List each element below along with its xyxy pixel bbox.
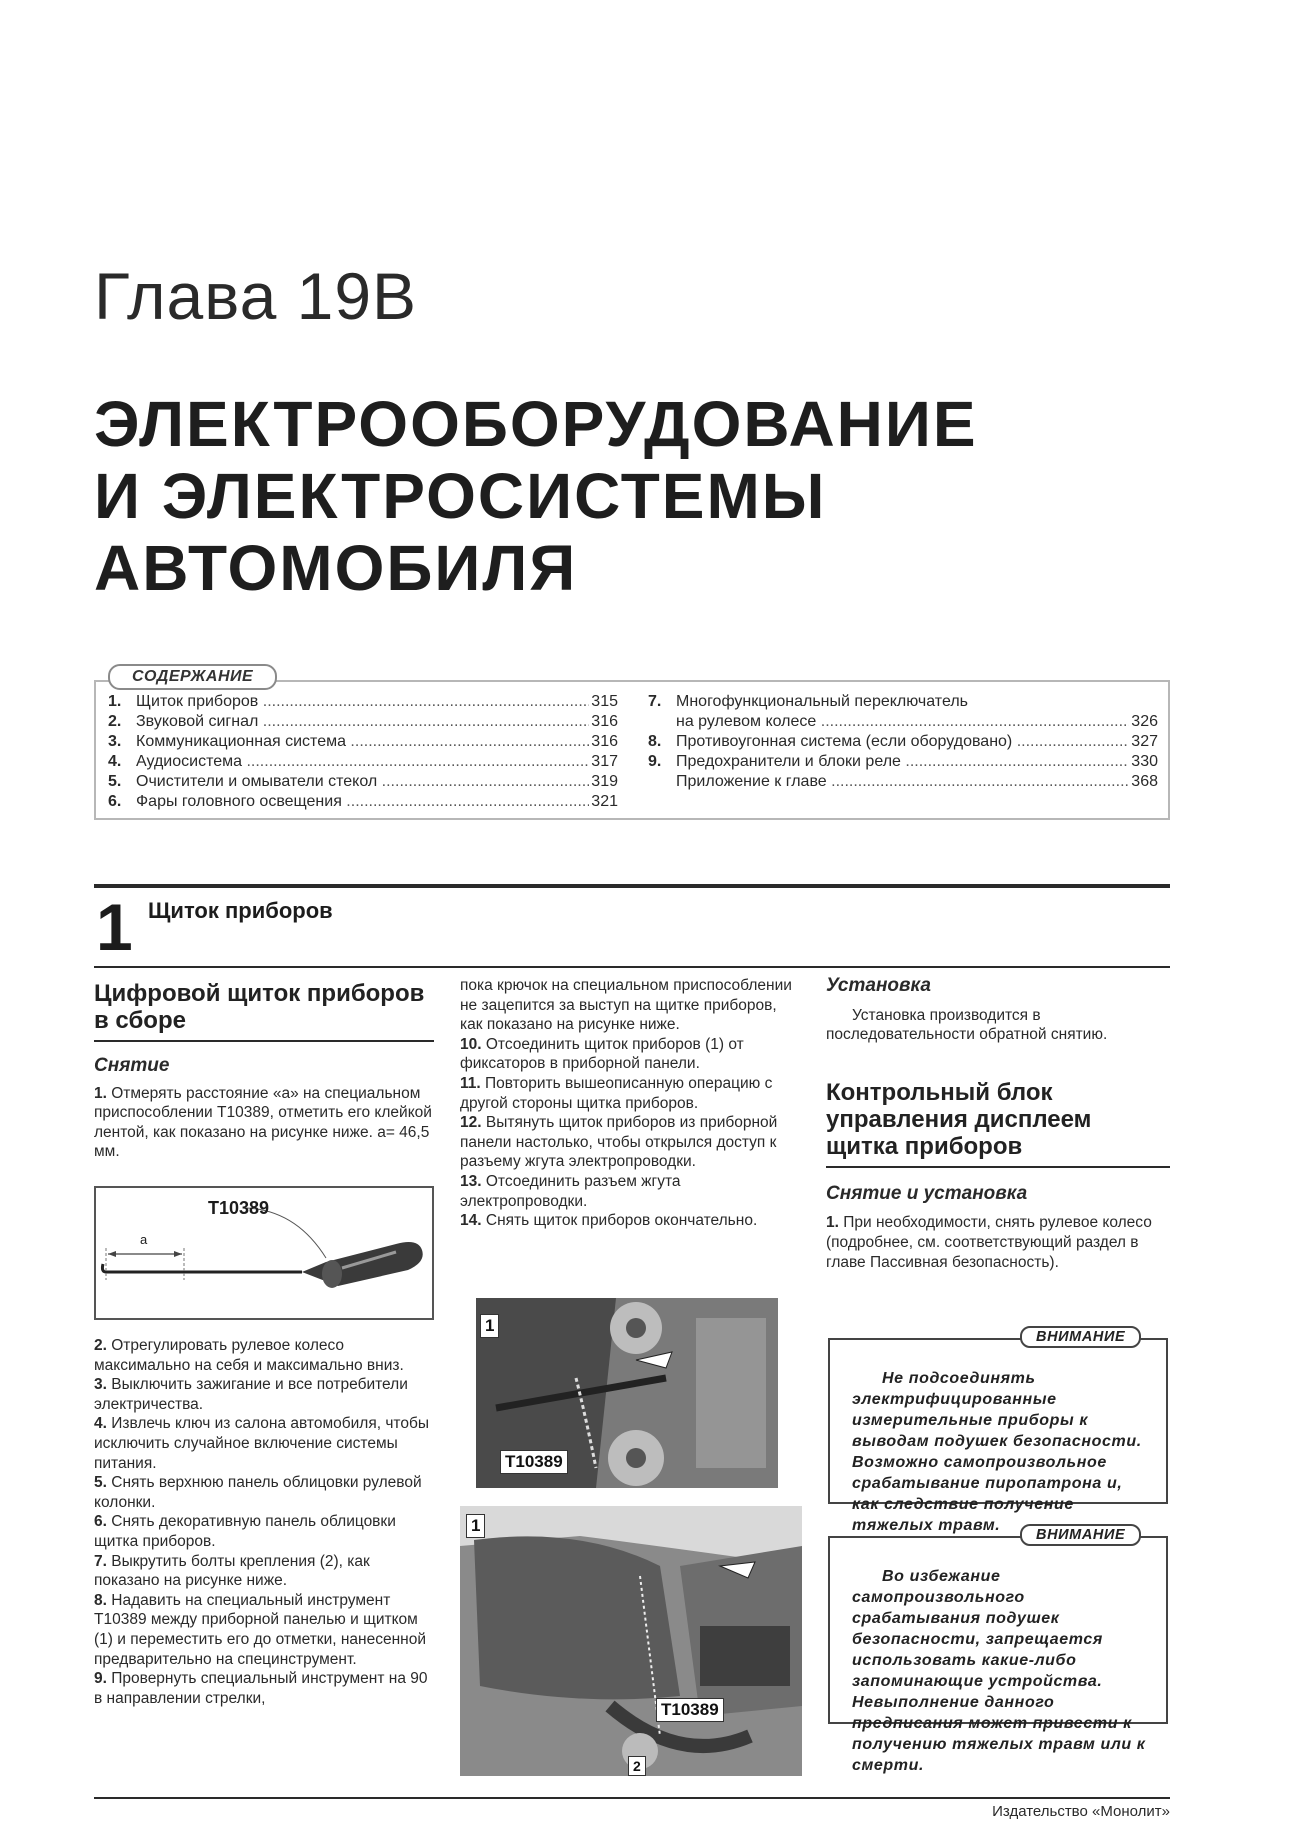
- toc-item-continuation[interactable]: на рулевом колесе ..... 326: [648, 712, 1158, 732]
- publisher-footer: Издательство «Монолит»: [992, 1803, 1170, 1820]
- step: 10. Отсоединить щиток приборов (1) от фиксаторов в приборной панели.: [460, 1035, 744, 1073]
- chapter-title: [94, 388, 978, 604]
- chapter-number: Глава 19В: [94, 259, 418, 333]
- step: 14. Снять щиток приборов окончательно.: [460, 1212, 758, 1230]
- toc-item[interactable]: 2. Звуковой сигнал ..... 316: [108, 712, 618, 732]
- step: 6. Снять декоративную панель облицовки щитка приборов.: [94, 1513, 396, 1550]
- warning-text: Во избежание самопроизвольного срабатывания подушек безопасности, запрещается использовать какие-либо запоминающие устройства. Невыполнение данного предписания может привести к получению тяжелых травм или к смерти.: [852, 1568, 1146, 1774]
- step-1: 1. Отмерять расстояние «а» на специальном приспособлении T10389, отметить его клейкой лентой, как показано на рисунке ниже. а= 46,5 мм.: [94, 1084, 432, 1161]
- toc-item[interactable]: Приложение к главе ..... 368: [648, 772, 1158, 792]
- title-line: И ЭЛЕКТРОСИСТЕМЫ: [94, 460, 827, 532]
- tool-callout: T10389: [656, 1698, 724, 1722]
- bolt-callout: 2: [628, 1756, 646, 1776]
- contents-label: СОДЕРЖАНИЕ: [108, 664, 277, 690]
- tool-figure: [94, 1186, 434, 1320]
- step: 2. Отрегулировать рулевое колесо максимально на себя и максимально вниз.: [94, 1337, 404, 1374]
- subsection-heading: Цифровой щиток приборов в сборе: [94, 980, 434, 1042]
- toc-item[interactable]: 8. Противоугонная система (если оборудовано) ..... 327: [648, 732, 1158, 752]
- warning-text: Не подсоединять электрифицированные измерительные приборы к выводам подушек безопасности. Возможно самопроизвольное срабатывание пиропатрона и, как следствие получение тяжелых травм.: [852, 1370, 1142, 1534]
- section-title: Щиток приборов: [148, 898, 333, 923]
- toc-item[interactable]: 9. Предохранители и блоки реле ..... 330: [648, 752, 1158, 772]
- column-2: [460, 976, 802, 1231]
- subsection-heading: Контрольный блок управления дисплеем щитка приборов: [826, 1079, 1170, 1168]
- toc-item[interactable]: 5. Очистители и омыватели стекол ..... 319: [108, 772, 618, 792]
- photo-2-illustration: [460, 1506, 802, 1776]
- step: 4. Извлечь ключ из салона автомобиля, чтобы исключить случайное включение системы питания.: [94, 1415, 429, 1472]
- contents-right-column: [648, 692, 1158, 792]
- step: 7. Выкрутить болты крепления (2), как показано на рисунке ниже.: [94, 1552, 370, 1590]
- warning-box-2: [828, 1536, 1168, 1774]
- step: 11. Повторить вышеописанную операцию с другой стороны щитка приборов.: [460, 1074, 773, 1112]
- instrument-cluster-photo-2: [460, 1506, 802, 1776]
- step: 9. Провернуть специальный инструмент на 90 в направлении стрелки,: [94, 1670, 428, 1707]
- part-callout: 1: [466, 1514, 485, 1538]
- column-1: [94, 980, 434, 1162]
- procedure-heading: Снятие и установка: [826, 1182, 1028, 1204]
- step-continuation: пока крючок на специальном приспособлении не зацепится за выступ на щитке приборов, как показано на рисунке ниже.: [460, 977, 792, 1034]
- install-heading: Установка: [826, 975, 931, 996]
- step: 12. Вытянуть щиток приборов из приборной панели настолько, чтобы открылся доступ к разъему жгута электропроводки.: [460, 1114, 778, 1171]
- section-divider: [94, 884, 1170, 888]
- title-line: ЭЛЕКТРООБОРУДОВАНИЕ: [94, 388, 978, 460]
- warning-box-1: [828, 1338, 1168, 1534]
- warning-tag: ВНИМАНИЕ: [1020, 1326, 1141, 1348]
- tool-callout: T10389: [500, 1450, 568, 1474]
- toc-item[interactable]: 6. Фары головного освещения ..... 321: [108, 792, 618, 812]
- column-1-steps: [94, 1336, 436, 1708]
- section-number: 1: [96, 890, 133, 964]
- step: 8. Надавить на специальный инструмент T10389 между приборной панелью и щитком (1) и переместить его до отметки, нанесенной предварительно на специнструмент.: [94, 1591, 426, 1668]
- instrument-cluster-photo-1: [476, 1298, 778, 1488]
- column-3: [826, 976, 1170, 1272]
- step-1: 1. При необходимости, снять рулевое колесо (подробнее, см. соответствующий раздел в главе Пассивная безопасность).: [826, 1214, 1152, 1271]
- footer-divider: [94, 1797, 1170, 1799]
- step: 13. Отсоединить разъем жгута электропроводки.: [460, 1172, 681, 1210]
- install-text: Установка производится в последовательности обратной снятию.: [826, 1006, 1108, 1044]
- toc-item-multiline[interactable]: 7. Многофункциональный переключатель: [648, 693, 968, 710]
- warning-tag: ВНИМАНИЕ: [1020, 1524, 1141, 1546]
- step: 3. Выключить зажигание и все потребители электричества.: [94, 1376, 408, 1413]
- procedure-heading: Снятие: [94, 1055, 170, 1076]
- toc-item[interactable]: 3. Коммуникационная система ..... 316: [108, 732, 618, 752]
- step: 5. Снять верхнюю панель облицовки рулевой колонки.: [94, 1474, 422, 1511]
- toc-item[interactable]: 1. Щиток приборов ..... 315: [108, 692, 618, 712]
- contents-left-column: [108, 692, 618, 812]
- dimension-label: a: [140, 1232, 148, 1247]
- title-line: АВТОМОБИЛЯ: [94, 532, 578, 604]
- tool-label: T10389: [208, 1198, 270, 1218]
- toc-item[interactable]: 4. Аудиосистема ..... 317: [108, 752, 618, 772]
- section-divider-thin: [94, 966, 1170, 968]
- part-callout: 1: [480, 1314, 499, 1338]
